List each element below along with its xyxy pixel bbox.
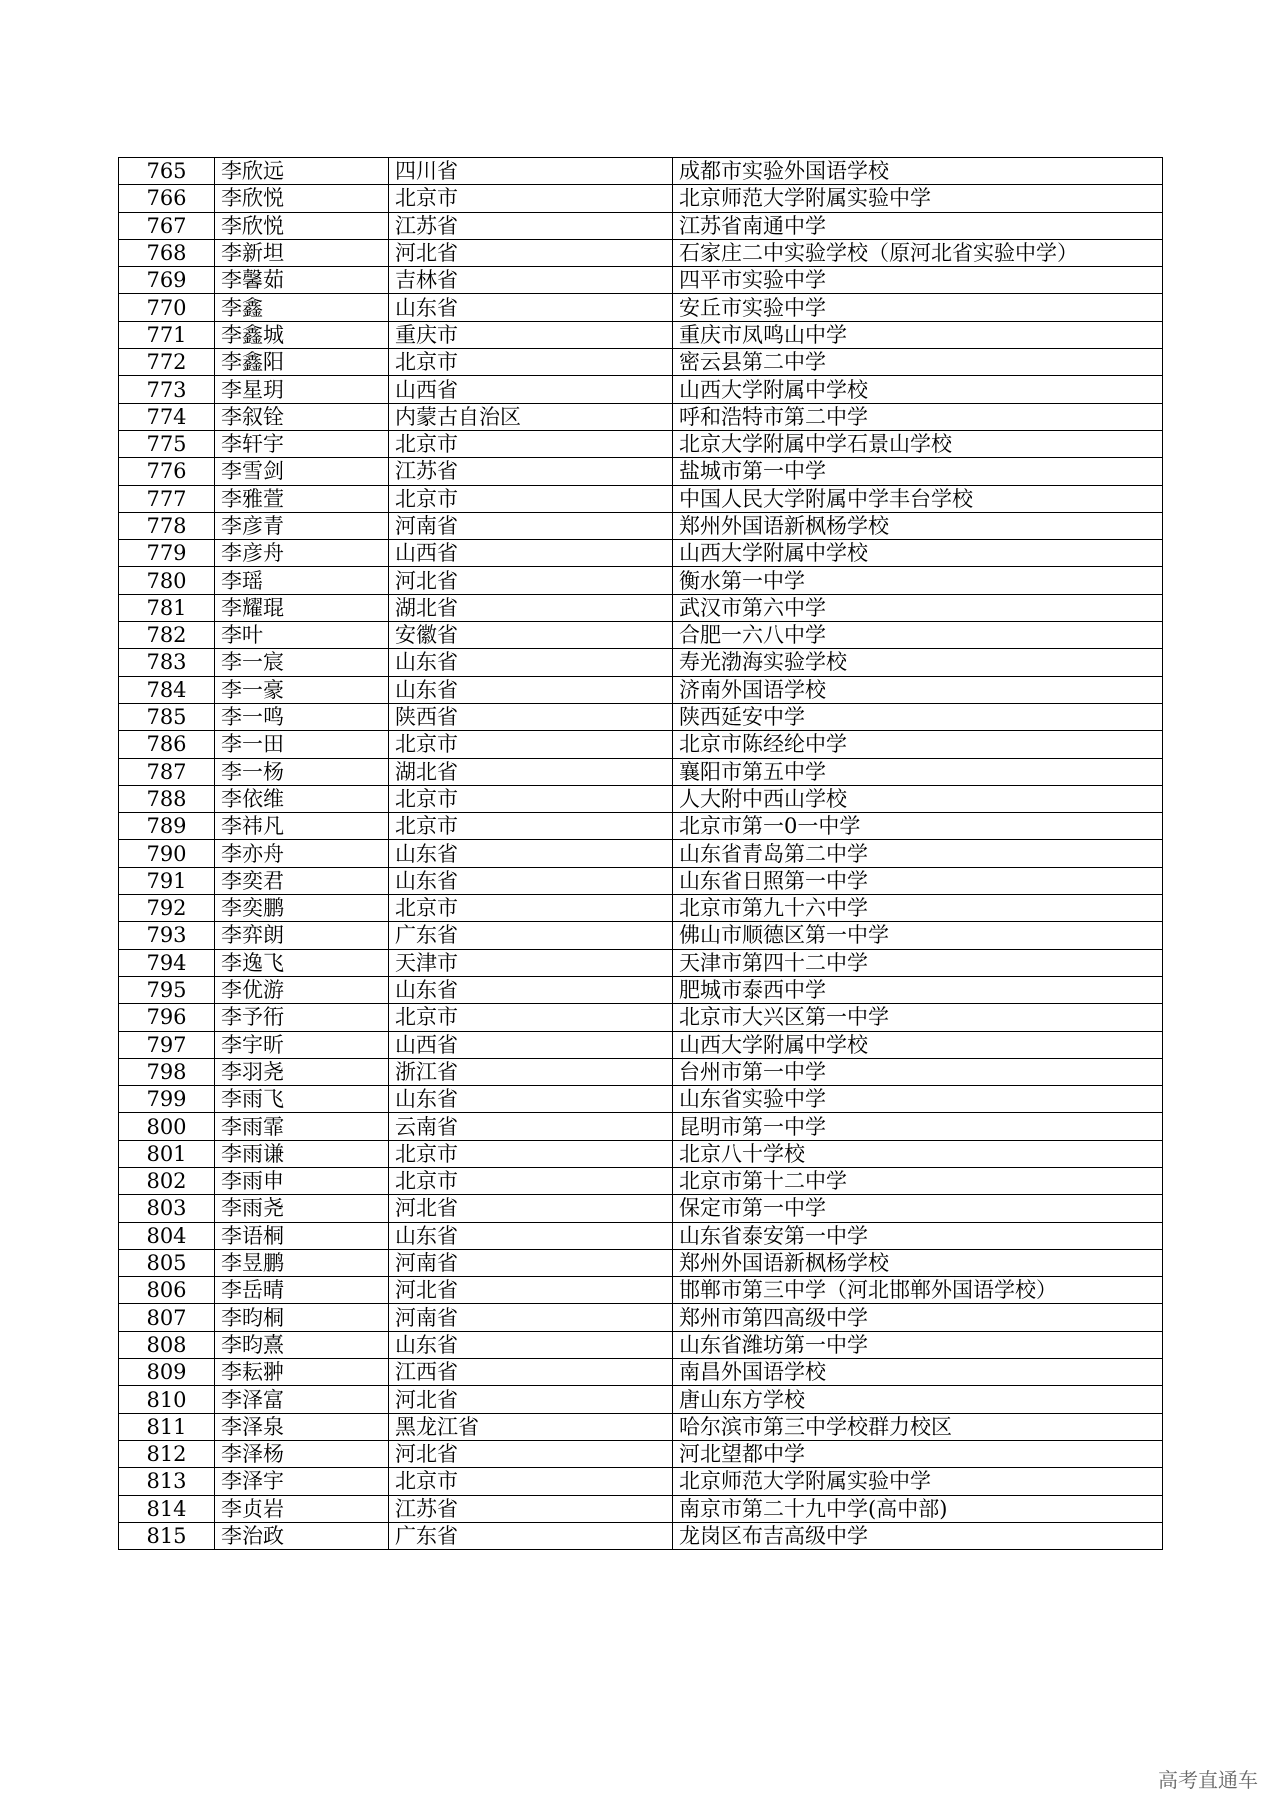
table-row xyxy=(119,1167,1163,1194)
table-row xyxy=(119,1113,1163,1140)
table-row xyxy=(119,622,1163,649)
school-name: 北京市第一0一中学 xyxy=(673,813,1163,840)
school-name: 合肥一六八中学 xyxy=(673,622,1163,649)
table-row xyxy=(119,758,1163,785)
province: 北京市 xyxy=(389,813,673,840)
row-number: 807 xyxy=(119,1304,215,1331)
school-name: 北京八十学校 xyxy=(673,1140,1163,1167)
row-number: 765 xyxy=(119,158,215,185)
row-number: 806 xyxy=(119,1277,215,1304)
table-row xyxy=(119,594,1163,621)
school-name: 邯郸市第三中学（河北邯郸外国语学校） xyxy=(673,1277,1163,1304)
student-name: 李泽宇 xyxy=(215,1468,389,1495)
student-name: 李语桐 xyxy=(215,1222,389,1249)
student-name: 李弈朗 xyxy=(215,922,389,949)
table-row xyxy=(119,1031,1163,1058)
row-number: 786 xyxy=(119,731,215,758)
province: 山东省 xyxy=(389,840,673,867)
province: 湖北省 xyxy=(389,758,673,785)
table-row xyxy=(119,1468,1163,1495)
school-name: 北京市大兴区第一中学 xyxy=(673,1004,1163,1031)
row-number: 782 xyxy=(119,622,215,649)
row-number: 779 xyxy=(119,540,215,567)
province: 北京市 xyxy=(389,349,673,376)
student-name: 李鑫阳 xyxy=(215,349,389,376)
row-number: 794 xyxy=(119,949,215,976)
student-name: 李叙铨 xyxy=(215,403,389,430)
province: 江苏省 xyxy=(389,212,673,239)
student-name: 李祎凡 xyxy=(215,813,389,840)
student-name: 李雨谦 xyxy=(215,1140,389,1167)
student-name: 李一杨 xyxy=(215,758,389,785)
province: 山东省 xyxy=(389,294,673,321)
table-row xyxy=(119,540,1163,567)
student-name: 李依维 xyxy=(215,785,389,812)
row-number: 804 xyxy=(119,1222,215,1249)
table-row xyxy=(119,567,1163,594)
table-row xyxy=(119,1058,1163,1085)
student-name: 李馨茹 xyxy=(215,267,389,294)
table-row xyxy=(119,949,1163,976)
row-number: 796 xyxy=(119,1004,215,1031)
table-row xyxy=(119,1277,1163,1304)
student-name: 李羽尧 xyxy=(215,1058,389,1085)
row-number: 774 xyxy=(119,403,215,430)
school-name: 衡水第一中学 xyxy=(673,567,1163,594)
student-name: 李一豪 xyxy=(215,676,389,703)
student-name: 李奕鹏 xyxy=(215,895,389,922)
province: 北京市 xyxy=(389,1167,673,1194)
school-name: 山西大学附属中学校 xyxy=(673,376,1163,403)
table-row xyxy=(119,649,1163,676)
row-number: 787 xyxy=(119,758,215,785)
student-name: 李鑫城 xyxy=(215,321,389,348)
school-name: 保定市第一中学 xyxy=(673,1195,1163,1222)
row-number: 781 xyxy=(119,594,215,621)
school-name: 天津市第四十二中学 xyxy=(673,949,1163,976)
row-number: 772 xyxy=(119,349,215,376)
school-name: 北京师范大学附属实验中学 xyxy=(673,1468,1163,1495)
student-name: 李奕君 xyxy=(215,867,389,894)
table-row xyxy=(119,1086,1163,1113)
school-name: 寿光渤海实验学校 xyxy=(673,649,1163,676)
province: 山西省 xyxy=(389,1031,673,1058)
table-row xyxy=(119,403,1163,430)
student-name: 李欣远 xyxy=(215,158,389,185)
student-name: 李新坦 xyxy=(215,239,389,266)
student-name: 李雨申 xyxy=(215,1167,389,1194)
row-number: 769 xyxy=(119,267,215,294)
table-row xyxy=(119,840,1163,867)
province: 北京市 xyxy=(389,1140,673,1167)
row-number: 788 xyxy=(119,785,215,812)
province: 山东省 xyxy=(389,1086,673,1113)
province: 天津市 xyxy=(389,949,673,976)
student-name: 李逸飞 xyxy=(215,949,389,976)
row-number: 808 xyxy=(119,1331,215,1358)
province: 山东省 xyxy=(389,976,673,1003)
row-number: 809 xyxy=(119,1359,215,1386)
province: 山东省 xyxy=(389,1331,673,1358)
province: 北京市 xyxy=(389,485,673,512)
table-row xyxy=(119,1495,1163,1522)
student-name: 李岳晴 xyxy=(215,1277,389,1304)
province: 江苏省 xyxy=(389,1495,673,1522)
school-name: 石家庄二中实验学校（原河北省实验中学） xyxy=(673,239,1163,266)
table-row xyxy=(119,1249,1163,1276)
row-number: 766 xyxy=(119,185,215,212)
school-name: 密云县第二中学 xyxy=(673,349,1163,376)
table-row xyxy=(119,376,1163,403)
row-number: 767 xyxy=(119,212,215,239)
table-row xyxy=(119,1522,1163,1549)
school-name: 山西大学附属中学校 xyxy=(673,540,1163,567)
province: 陕西省 xyxy=(389,703,673,730)
province: 山东省 xyxy=(389,867,673,894)
row-number: 800 xyxy=(119,1113,215,1140)
province: 山西省 xyxy=(389,540,673,567)
student-name: 李欣悦 xyxy=(215,185,389,212)
school-name: 成都市实验外国语学校 xyxy=(673,158,1163,185)
school-name: 呼和浩特市第二中学 xyxy=(673,403,1163,430)
province: 河北省 xyxy=(389,239,673,266)
table-row xyxy=(119,1195,1163,1222)
roster-table xyxy=(118,157,1163,1550)
school-name: 安丘市实验中学 xyxy=(673,294,1163,321)
table-row xyxy=(119,1386,1163,1413)
student-name: 李星玥 xyxy=(215,376,389,403)
province: 北京市 xyxy=(389,185,673,212)
school-name: 江苏省南通中学 xyxy=(673,212,1163,239)
province: 广东省 xyxy=(389,1522,673,1549)
school-name: 山东省实验中学 xyxy=(673,1086,1163,1113)
student-name: 李彦青 xyxy=(215,512,389,539)
row-number: 792 xyxy=(119,895,215,922)
row-number: 813 xyxy=(119,1468,215,1495)
table-row xyxy=(119,512,1163,539)
row-number: 778 xyxy=(119,512,215,539)
table-row xyxy=(119,895,1163,922)
row-number: 799 xyxy=(119,1086,215,1113)
row-number: 812 xyxy=(119,1440,215,1467)
province: 云南省 xyxy=(389,1113,673,1140)
school-name: 重庆市凤鸣山中学 xyxy=(673,321,1163,348)
school-name: 人大附中西山学校 xyxy=(673,785,1163,812)
student-name: 李叶 xyxy=(215,622,389,649)
row-number: 783 xyxy=(119,649,215,676)
student-name: 李宇昕 xyxy=(215,1031,389,1058)
province: 山东省 xyxy=(389,649,673,676)
student-name: 李泽泉 xyxy=(215,1413,389,1440)
student-name: 李彦舟 xyxy=(215,540,389,567)
row-number: 795 xyxy=(119,976,215,1003)
row-number: 777 xyxy=(119,485,215,512)
province: 重庆市 xyxy=(389,321,673,348)
school-name: 北京市陈经纶中学 xyxy=(673,731,1163,758)
school-name: 山东省泰安第一中学 xyxy=(673,1222,1163,1249)
student-name: 李雅萱 xyxy=(215,485,389,512)
table-row xyxy=(119,1359,1163,1386)
table-row xyxy=(119,267,1163,294)
student-name: 李亦舟 xyxy=(215,840,389,867)
row-number: 805 xyxy=(119,1249,215,1276)
province: 安徽省 xyxy=(389,622,673,649)
row-number: 793 xyxy=(119,922,215,949)
table-row xyxy=(119,731,1163,758)
school-name: 龙岗区布吉高级中学 xyxy=(673,1522,1163,1549)
table-row xyxy=(119,1140,1163,1167)
province: 北京市 xyxy=(389,1004,673,1031)
student-name: 李雨霏 xyxy=(215,1113,389,1140)
table-row xyxy=(119,867,1163,894)
school-name: 山西大学附属中学校 xyxy=(673,1031,1163,1058)
student-name: 李一田 xyxy=(215,731,389,758)
student-name: 李优游 xyxy=(215,976,389,1003)
table-row xyxy=(119,430,1163,457)
table-row xyxy=(119,349,1163,376)
row-number: 789 xyxy=(119,813,215,840)
province: 河南省 xyxy=(389,1249,673,1276)
table-row xyxy=(119,185,1163,212)
row-number: 802 xyxy=(119,1167,215,1194)
province: 吉林省 xyxy=(389,267,673,294)
school-name: 四平市实验中学 xyxy=(673,267,1163,294)
school-name: 昆明市第一中学 xyxy=(673,1113,1163,1140)
student-name: 李一鸣 xyxy=(215,703,389,730)
row-number: 785 xyxy=(119,703,215,730)
student-name: 李雪剑 xyxy=(215,458,389,485)
student-name: 李泽富 xyxy=(215,1386,389,1413)
table-row xyxy=(119,676,1163,703)
row-number: 801 xyxy=(119,1140,215,1167)
row-number: 790 xyxy=(119,840,215,867)
watermark-text: 高考直通车 xyxy=(1158,1768,1258,1792)
province: 河南省 xyxy=(389,1304,673,1331)
table-row xyxy=(119,212,1163,239)
table-row xyxy=(119,485,1163,512)
table-row xyxy=(119,785,1163,812)
province: 山东省 xyxy=(389,676,673,703)
row-number: 803 xyxy=(119,1195,215,1222)
row-number: 773 xyxy=(119,376,215,403)
table-row xyxy=(119,158,1163,185)
table-row xyxy=(119,922,1163,949)
school-name: 郑州外国语新枫杨学校 xyxy=(673,1249,1163,1276)
province: 江苏省 xyxy=(389,458,673,485)
province: 北京市 xyxy=(389,731,673,758)
province: 江西省 xyxy=(389,1359,673,1386)
school-name: 山东省潍坊第一中学 xyxy=(673,1331,1163,1358)
school-name: 陕西延安中学 xyxy=(673,703,1163,730)
school-name: 唐山东方学校 xyxy=(673,1386,1163,1413)
row-number: 776 xyxy=(119,458,215,485)
row-number: 780 xyxy=(119,567,215,594)
student-name: 李予衎 xyxy=(215,1004,389,1031)
student-name: 李昱鹏 xyxy=(215,1249,389,1276)
school-name: 河北望都中学 xyxy=(673,1440,1163,1467)
school-name: 佛山市顺德区第一中学 xyxy=(673,922,1163,949)
row-number: 768 xyxy=(119,239,215,266)
student-name: 李瑶 xyxy=(215,567,389,594)
province: 河北省 xyxy=(389,1277,673,1304)
table-row xyxy=(119,458,1163,485)
province: 北京市 xyxy=(389,1468,673,1495)
student-name: 李雨尧 xyxy=(215,1195,389,1222)
student-name: 李雨飞 xyxy=(215,1086,389,1113)
school-name: 武汉市第六中学 xyxy=(673,594,1163,621)
student-name: 李轩宇 xyxy=(215,430,389,457)
row-number: 810 xyxy=(119,1386,215,1413)
province: 北京市 xyxy=(389,430,673,457)
student-name: 李鑫 xyxy=(215,294,389,321)
province: 河北省 xyxy=(389,1195,673,1222)
province: 河北省 xyxy=(389,1440,673,1467)
province: 河北省 xyxy=(389,567,673,594)
student-name: 李贞岩 xyxy=(215,1495,389,1522)
row-number: 791 xyxy=(119,867,215,894)
table-row xyxy=(119,1331,1163,1358)
province: 四川省 xyxy=(389,158,673,185)
school-name: 北京大学附属中学石景山学校 xyxy=(673,430,1163,457)
school-name: 盐城市第一中学 xyxy=(673,458,1163,485)
province: 内蒙古自治区 xyxy=(389,403,673,430)
province: 广东省 xyxy=(389,922,673,949)
roster-body xyxy=(119,158,1163,1550)
school-name: 北京市第九十六中学 xyxy=(673,895,1163,922)
table-row xyxy=(119,976,1163,1003)
province: 河南省 xyxy=(389,512,673,539)
school-name: 山东省青岛第二中学 xyxy=(673,840,1163,867)
table-row xyxy=(119,813,1163,840)
row-number: 771 xyxy=(119,321,215,348)
table-row xyxy=(119,239,1163,266)
table-row xyxy=(119,1304,1163,1331)
student-name: 李欣悦 xyxy=(215,212,389,239)
school-name: 肥城市泰西中学 xyxy=(673,976,1163,1003)
table-row xyxy=(119,703,1163,730)
student-name: 李耘翀 xyxy=(215,1359,389,1386)
student-name: 李昀熹 xyxy=(215,1331,389,1358)
school-name: 襄阳市第五中学 xyxy=(673,758,1163,785)
row-number: 814 xyxy=(119,1495,215,1522)
row-number: 815 xyxy=(119,1522,215,1549)
student-name: 李泽杨 xyxy=(215,1440,389,1467)
school-name: 北京市第十二中学 xyxy=(673,1167,1163,1194)
student-name: 李耀琨 xyxy=(215,594,389,621)
table-row xyxy=(119,1004,1163,1031)
province: 湖北省 xyxy=(389,594,673,621)
province: 山西省 xyxy=(389,376,673,403)
school-name: 台州市第一中学 xyxy=(673,1058,1163,1085)
school-name: 郑州市第四高级中学 xyxy=(673,1304,1163,1331)
row-number: 784 xyxy=(119,676,215,703)
student-name: 李治政 xyxy=(215,1522,389,1549)
table-row xyxy=(119,1440,1163,1467)
school-name: 南京市第二十九中学(高中部) xyxy=(673,1495,1163,1522)
row-number: 770 xyxy=(119,294,215,321)
school-name: 郑州外国语新枫杨学校 xyxy=(673,512,1163,539)
school-name: 北京师范大学附属实验中学 xyxy=(673,185,1163,212)
student-name: 李昀桐 xyxy=(215,1304,389,1331)
table-row xyxy=(119,321,1163,348)
school-name: 济南外国语学校 xyxy=(673,676,1163,703)
school-name: 山东省日照第一中学 xyxy=(673,867,1163,894)
province: 黑龙江省 xyxy=(389,1413,673,1440)
row-number: 797 xyxy=(119,1031,215,1058)
province: 北京市 xyxy=(389,785,673,812)
province: 北京市 xyxy=(389,895,673,922)
student-name: 李一宸 xyxy=(215,649,389,676)
province: 河北省 xyxy=(389,1386,673,1413)
province: 山东省 xyxy=(389,1222,673,1249)
row-number: 798 xyxy=(119,1058,215,1085)
row-number: 775 xyxy=(119,430,215,457)
table-row xyxy=(119,1413,1163,1440)
province: 浙江省 xyxy=(389,1058,673,1085)
table-row xyxy=(119,1222,1163,1249)
school-name: 哈尔滨市第三中学校群力校区 xyxy=(673,1413,1163,1440)
table-row xyxy=(119,294,1163,321)
school-name: 中国人民大学附属中学丰台学校 xyxy=(673,485,1163,512)
row-number: 811 xyxy=(119,1413,215,1440)
school-name: 南昌外国语学校 xyxy=(673,1359,1163,1386)
